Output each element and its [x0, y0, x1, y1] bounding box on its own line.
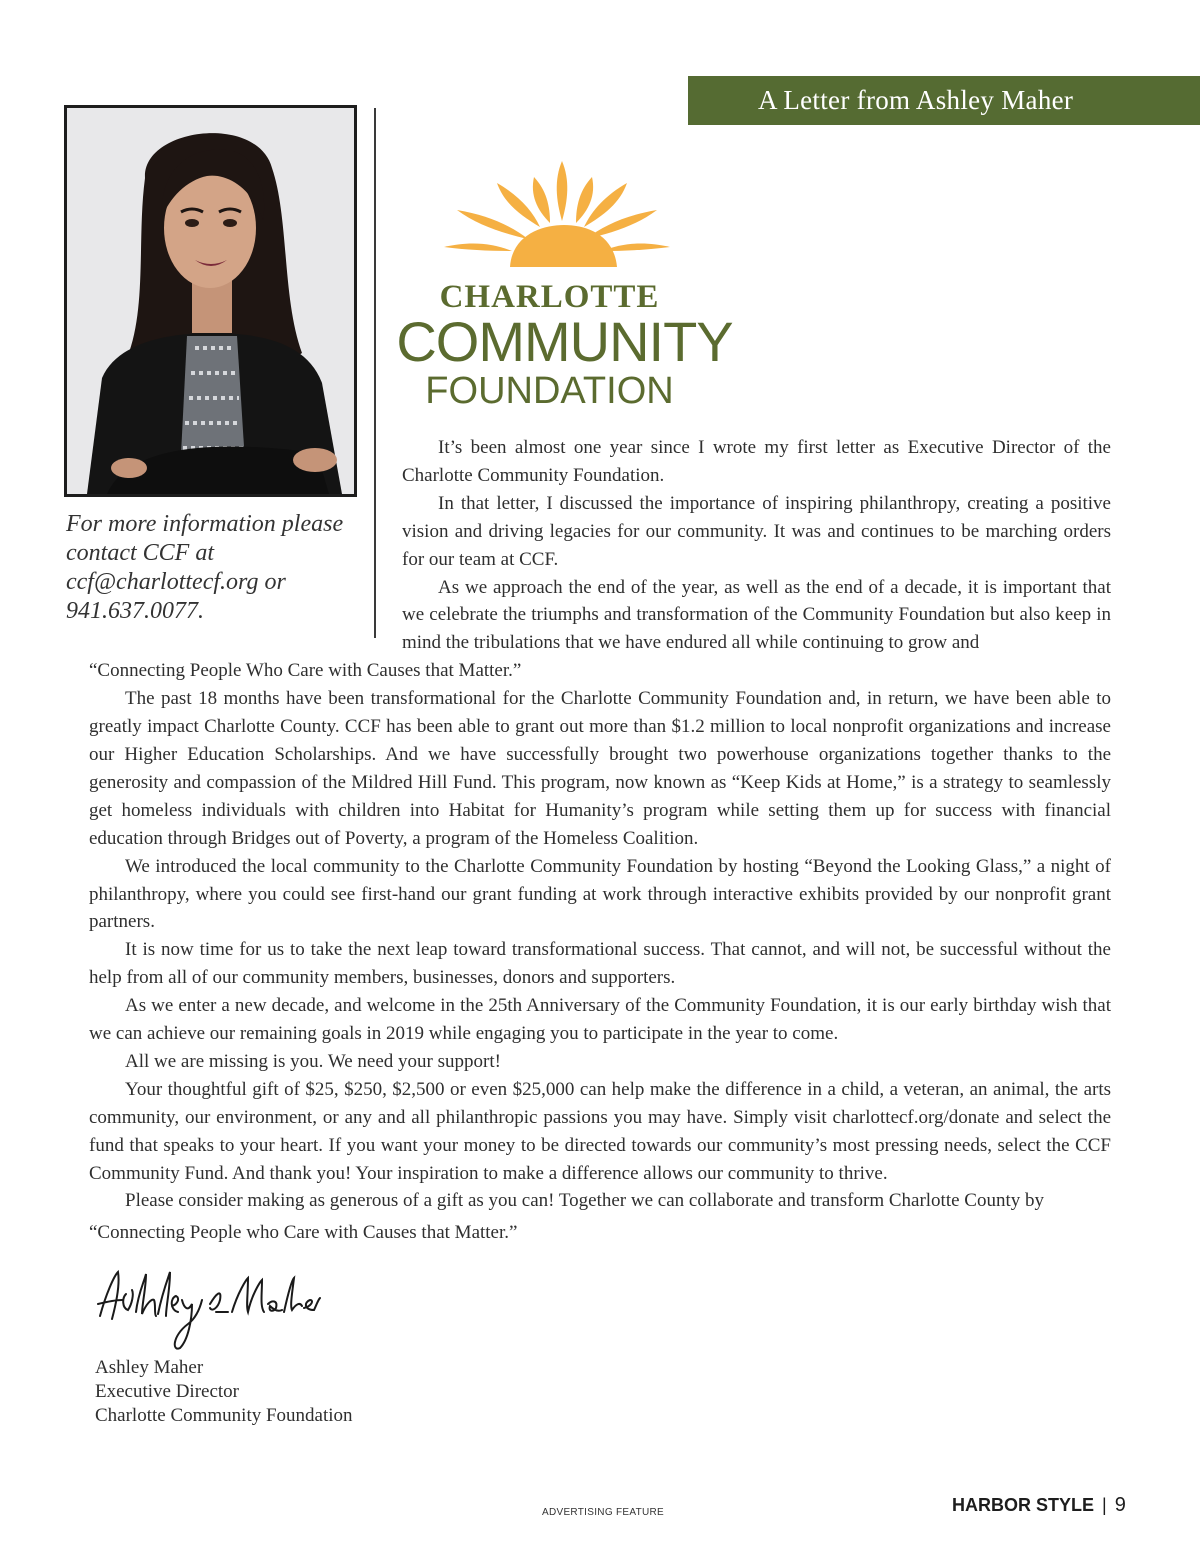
letter-quote: “Connecting People who Care with Causes that Matter.”: [89, 1222, 518, 1244]
signature-block: [95, 1356, 353, 1428]
footer-separator: |: [1102, 1495, 1107, 1515]
letter-paragraph: Your thoughtful gift of $25, $250, $2,500 or even $25,000 can help make the difference in a child, a veteran, an animal, the arts community, our environment, or any and all philanthropic passions you may have. Simply visit charlottecf.org/donate and select the fund that speaks to your heart. If you want your money to be directed towards our community’s most pressing needs, select the CCF Community Fund. And thank you! Your inspiration to make a difference allows our community to thrive.: [89, 1078, 1111, 1184]
advertising-label: ADVERTISING FEATURE: [542, 1507, 665, 1518]
letter-paragraph: It’s been almost one year since I wrote my first letter as Executive Director of the Charlotte Community Foundation.: [402, 437, 1111, 486]
logo-text-community: COMMUNITY: [396, 310, 733, 373]
section-header: A Letter from Ashley Maher: [688, 76, 1200, 125]
logo-text-charlotte: CHARLOTTE: [439, 279, 660, 315]
letter-paragraph: As we approach the end of the year, as well as the end of a decade, it is important that we celebrate the triumphs and transformation of the Community Foundation but also keep in mind the tribulations that we have endured all while continuing to grow and: [402, 576, 1111, 654]
page-footer: [952, 1494, 1126, 1517]
handwritten-signature: [92, 1264, 322, 1354]
letter-paragraph: It is now time for us to take the next leap toward transformational success. That cannot, and will not, be successful without the help from all of our community members, businesses, donors and supporters.: [89, 939, 1111, 989]
magazine-name: HARBOR STYLE: [952, 1495, 1095, 1515]
letter-paragraph: As we enter a new decade, and welcome in the 25th Anniversary of the Community Foundation, it is our early birthday wish that we can achieve our remaining goals in 2019 while engaging you to participate in the year to come.: [89, 995, 1111, 1045]
signer-name: Ashley Maher: [95, 1357, 204, 1378]
page-number: 9: [1114, 1494, 1126, 1516]
signer-title: Executive Director: [95, 1381, 240, 1402]
letter-paragraph: All we are missing is you. We need your support!: [125, 1050, 501, 1072]
signer-organization: Charlotte Community Foundation: [95, 1405, 353, 1426]
letter-paragraph: The past 18 months have been transformational for the Charlotte Community Foundation and, in return, we have been able to greatly impact Charlotte County. CCF has been able to grant out more than $1.2 million to local nonprofit organizations and increase our Higher Education Scholarships. And we have successfully brought two powerhouse organizations together thanks to the generosity and compassion of the Mildred Hill Fund. This program, now known as “Keep Kids at Home,” is a strategy to seamlessly get homeless individuals with children into Habitat for Humanity’s program while setting them up for success with financial education through Bridges out of Poverty, a program of the Homeless Coalition.: [89, 688, 1111, 849]
letter-paragraph: In that letter, I discussed the importance of inspiring philanthropy, creating a positive vision and driving legacies for our community. It was and continues to be marching orders for our team at CCF.: [402, 492, 1111, 570]
ccf-logo: [392, 155, 737, 410]
contact-note: For more information please contact CCF at ccf@charlottecf.org or 941.637.0077.: [66, 511, 344, 624]
letter-body: [89, 434, 1111, 1247]
layout-spacer: [89, 434, 402, 656]
letter-paragraph: We introduced the local community to the Charlotte Community Foundation by hosting “Beyond the Looking Glass,” a night of philanthropy, where you could see first-hand our grant funding at work through interactive exhibits provided by our nonprofit grant partners.: [89, 855, 1111, 933]
sun-icon: [442, 155, 672, 270]
logo-text-foundation: FOUNDATION: [425, 370, 674, 412]
letter-paragraph: Please consider making as generous of a gift as you can! Together we can collaborate and transform Charlotte County by: [125, 1190, 1045, 1212]
letter-quote: “Connecting People Who Care with Causes that Matter.”: [89, 660, 522, 682]
